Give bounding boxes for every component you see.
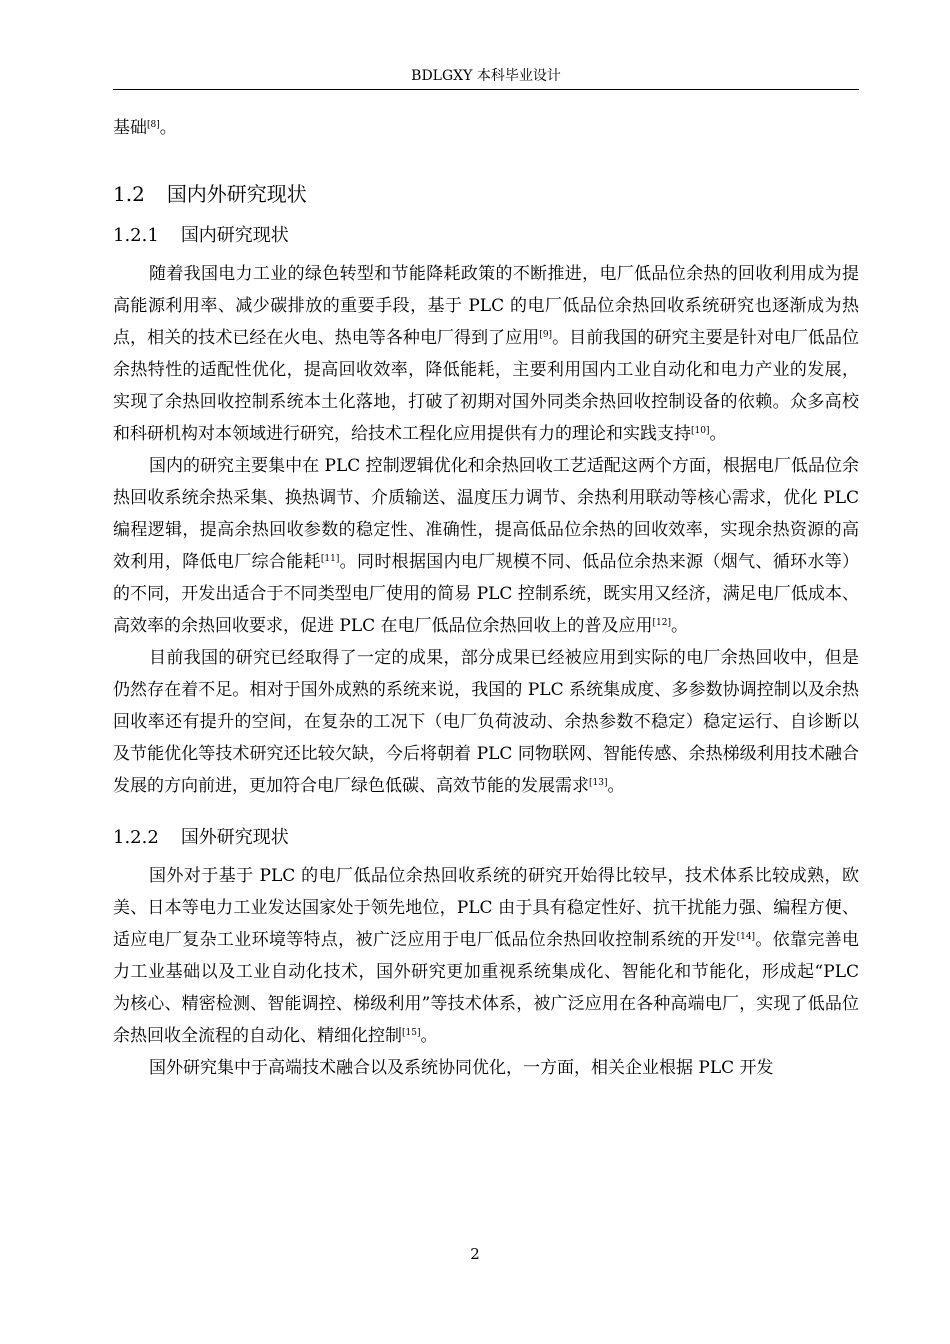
paragraph-4 xyxy=(113,860,859,1052)
paragraph-3 xyxy=(113,642,859,802)
paragraph-5 xyxy=(113,1052,859,1084)
section-title: 国内外研究现状 xyxy=(166,182,307,206)
subsection-title: 国内研究现状 xyxy=(180,225,289,246)
intro-line xyxy=(113,112,859,144)
page-body xyxy=(113,112,859,1084)
intro-text: 基础 xyxy=(113,118,147,138)
citation: [11] xyxy=(320,554,340,564)
paragraph-text: 国内的研究主要集中在 PLC 控制逻辑优化和余热回收工艺适配这两个方面，根据电厂低品位余热回收系统余热采集、换热调节、介质输送、温度压力调节、余热利用联动等核心需求，优化 PLC 编程逻辑，提高余热回收参数的稳定性、准确性，提高低品位余热的回收效率，实现余热资源的高效利用，降低电厂综合能耗 xyxy=(113,456,859,572)
punct: 。 xyxy=(159,118,177,138)
citation: [12] xyxy=(652,618,672,628)
paragraph-text: 随着我国电力工业的绿色转型和节能降耗政策的不断推进，电厂低品位余热的回收利用成为提高能源利用率、减少碳排放的重要手段，基于 PLC 的电厂低品位余热回收系统研究也逐渐成为热点，相关的技术已经在火电、热电等各种电厂得到了应用 xyxy=(113,264,859,348)
paragraph-1 xyxy=(113,258,859,450)
subsection-number: 1.2.1 xyxy=(113,225,159,246)
page-number: 2 xyxy=(470,1245,480,1263)
paragraph-text: 。同时根据国内电厂规模不同、低品位余热来源（烟气、循环水等）的不同，开发出适合于不同类型电厂使用的简易 PLC 控制系统，既实用又经济，满足电厂低成本、高效率的余热回收要求，促进 PLC 在电厂低品位余热回收上的普及应用 xyxy=(113,552,860,636)
subsection-title: 国外研究现状 xyxy=(180,827,289,848)
paragraph-text: 目前我国的研究已经取得了一定的成果，部分成果已经被应用到实际的电厂余热回收中，但是仍然存在着不足。相对于国外成熟的系统来说，我国的 PLC 系统集成度、多参数协调控制以及余热回收率还有提升的空间，在复杂的工况下（电厂负荷波动、余热参数不稳定）稳定运行、自诊断以及节能优化等技术研究还比较欠缺，今后将朝着 PLC 同物联网、智能传感、余热梯级利用技术融合发展的方向前进，更加符合电厂绿色低碳、高效节能的发展需求 xyxy=(113,648,859,796)
punct: 。 xyxy=(709,424,727,444)
section-heading xyxy=(113,178,859,210)
paragraph-text: 国外对于基于 PLC 的电厂低品位余热回收系统的研究开始得比较早，技术体系比较成熟，欧美、日本等电力工业发达国家处于领先地位，PLC 由于具有稳定性好、抗干扰能力强、编程方便、适应电厂复杂工业环境等特点，被广泛应用于电厂低品位余热回收控制系统的开发 xyxy=(113,866,859,950)
paragraph-text: 。目前我国的研究主要是针对电厂低品位余热特性的适配性优化，提高回收效率，降低能耗，主要利用国内工业自动化和电力产业的发展，实现了余热回收控制系统本土化落地，打破了初期对国外同类余热回收控制设备的依赖。众多高校和科研机构对本领域进行研究，给技术工程化应用提供有力的理论和实践支持 xyxy=(113,328,860,444)
citation: [14] xyxy=(736,932,756,942)
citation: [15] xyxy=(402,1028,421,1038)
section-number: 1.2 xyxy=(113,182,145,206)
punct: 。 xyxy=(671,616,689,636)
subsection-heading-foreign xyxy=(113,822,859,854)
citation: [13] xyxy=(589,778,608,788)
subsection-number: 1.2.2 xyxy=(113,827,159,848)
subsection-heading-domestic xyxy=(113,220,859,252)
punct: 。 xyxy=(420,1026,438,1046)
paragraph-2 xyxy=(113,450,859,642)
page-header: BDLGXY 本科毕业设计 xyxy=(411,68,561,84)
punct: 。 xyxy=(607,776,625,796)
citation: [10] xyxy=(691,426,710,436)
citation: [9] xyxy=(539,330,553,340)
citation: [8] xyxy=(147,120,160,130)
paragraph-text: 。依靠完善电力工业基础以及工业自动化技术，国外研究更加重视系统集成化、智能化和节能化，形成起“PLC 为核心、精密检测、智能调控、梯级利用”等技术体系，被广泛应用在各种高端电厂，实现了低品位余热回收全流程的自动化、精细化控制 xyxy=(113,930,860,1046)
header-rule xyxy=(113,89,859,90)
paragraph-text: 国外研究集中于高端技术融合以及系统协同优化，一方面，相关企业根据 PLC 开发 xyxy=(149,1058,774,1078)
